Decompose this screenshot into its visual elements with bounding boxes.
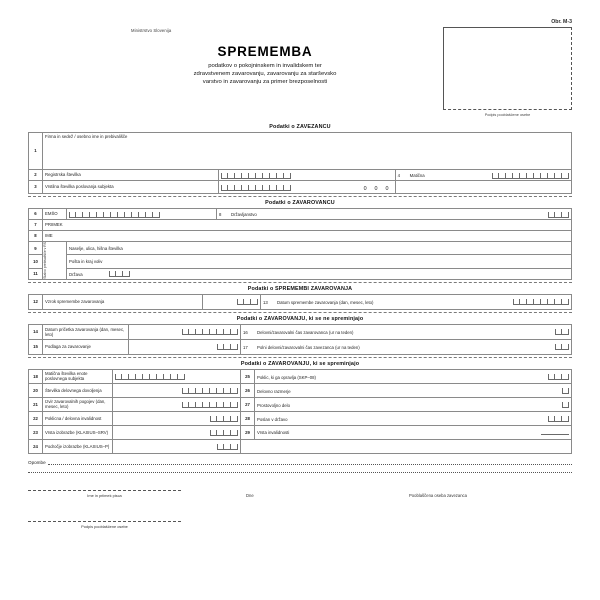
row-number: 21 [29,397,43,411]
field-label-firma-sedez[interactable]: Firma in sedež / osebno ime in prebivališče [43,133,572,170]
field-group-vrsta-invalidnosti[interactable] [255,425,572,439]
field-label-posta-kraj[interactable]: Pošta in kraj voliv [67,255,572,268]
field-label-prostovoljno-delo: Prostovoljno delo [257,402,290,408]
field-label-vrsta-invalidnosti: Vrsta invalidnosti [257,430,290,436]
field-label-vrsta-izobrazbe: Vrsta izobrazbe (KLASIUS–SRV) [43,425,113,439]
field-input-podlaga-zavarovanje[interactable] [129,339,241,354]
table-row [29,255,572,268]
table-row [29,209,572,220]
row-number: 12 [29,294,43,309]
notes-input-line-1[interactable] [48,460,572,465]
table-row [29,397,572,411]
table-row [29,268,572,279]
section-divider [28,357,572,358]
table-spreminjajo [28,369,572,454]
row-number: 20 [29,383,43,397]
field-group-maticna[interactable] [395,170,571,181]
row-number: 28 [241,411,255,425]
field-label-ime[interactable]: IME [43,231,572,242]
field-input-vrsta-izobrazbe[interactable] [113,425,241,439]
field-label-poklic: Poklic, ki ga opravlja (SKP–08) [257,374,316,380]
field-input-poklicna-invalidnost[interactable] [113,411,241,425]
subtitle-line-1: podatkov o pokojninskem in invalidskem ter [208,63,322,69]
table-row [29,425,572,439]
section-sprememba [28,286,572,310]
field-input-vrstilna-stevilka[interactable] [219,181,395,194]
ministry-label: Ministrstvo Slovenija [131,28,172,33]
row-number: 1 [29,133,43,170]
row-number: 7 [29,220,43,231]
field-label-priimek[interactable]: PRIIMEK [43,220,572,231]
section-nespreminja [28,316,572,355]
subtitle-line-3: varstvo in zavarovanju za primer brezposelnosti [202,79,328,86]
row-number: 14 [29,324,43,339]
field-label-podlaga-zavarovanje: Podlaga za zavarovanje [43,339,129,354]
field-input-stevilka-dovoljenja[interactable] [113,383,241,397]
field-label-delovni-cas-zavarovanca: Delovni/zavarovalni čas zavarovanca (ur na teden) [257,330,354,336]
section-title-spreminjajo: Podatki o ZAVAROVANJU, ki se spreminjajo [240,360,360,367]
field-label-datum-pricetka: Datum pričetka zavarovanja (dan, mesec, leto) [43,324,129,339]
side-label-stalno-prebivalisce: Stalno prebivališče v RS [43,242,67,280]
section-title-sprememba: Podatki o SPREMEMBI ZAVAROVANJA [247,285,353,292]
section-title-nespreminja: Podatki o ZAVAROVANJU, ki se ne spreminjajo [236,315,364,322]
table-row [29,133,572,170]
field-input-maticna-enote[interactable] [113,369,241,383]
row-number: 13 [263,300,268,306]
field-input-podrocje-izobrazbe[interactable] [113,439,241,453]
stamp-signature-box[interactable] [443,27,572,110]
signature-line-left-2[interactable] [28,521,181,522]
title-block [150,44,380,87]
row-number: 29 [241,425,255,439]
field-group-delovno-razmerje[interactable] [255,383,572,397]
field-group-delovni-cas-zavarovanca[interactable] [241,324,572,339]
field-group-polni-delovni-cas[interactable] [241,339,572,354]
section-title-zavarovanec: Podatki o ZAVAROVANCU [265,200,335,206]
field-label-datum-spremembe: Datum spremembe zavarovanja (dan, mesec, leto) [277,300,374,306]
field-empty-cell [241,439,572,453]
field-group-poslan-drzavo[interactable] [255,411,572,425]
field-label-registrska-stevilka: Registrska številka [43,170,219,181]
signature-row-primary [28,490,572,512]
section-zavarovanec [28,200,572,280]
field-label-maticna: Matična [409,173,425,179]
table-row [29,324,572,339]
field-label-vzrok-spremembe: Vzrok spremembe zavarovanja [43,294,203,309]
row-number: 16 [243,330,248,336]
notes-label: Opombe [28,459,46,465]
table-row [29,411,572,425]
row-number: 10 [29,255,43,268]
row-number: 2 [29,170,43,181]
form-code-label: Obr. M-3 [551,19,572,25]
table-row [29,242,572,255]
field-label-stevilka-dovoljenja: Številka delovnega dovoljenja [43,383,113,397]
field-label-izvir-pogojev: Izvir zavarovalnih pogojev (dan, mesec, leto) [43,397,113,411]
stamp-box-caption: Podpis pooblaščene osebe [484,113,531,117]
table-zavezanec [28,132,572,194]
table-nespreminja [28,324,572,355]
field-label-maticna-enote: Matična številka enote poslovnega subjekta [43,369,113,383]
row-number: 18 [29,369,43,383]
signature-left2-caption: Podpis pooblaščene osebe [81,523,128,529]
table-zavarovanec [28,208,572,280]
field-input-vrstilna-extra[interactable] [395,181,571,194]
field-input-drzava[interactable] [67,268,572,279]
row-number: 15 [29,339,43,354]
table-row [29,339,572,354]
table-row [29,181,572,194]
signature-line-left[interactable] [28,490,181,491]
row-number: 8 [219,212,222,218]
field-label-emso: EMŠO [43,209,67,220]
field-label-drzavljanstvo: Državljanstvo [231,212,257,218]
field-label-poklicna-invalidnost: Poklicna / delovna invalidnost [43,411,113,425]
row-number: 6 [29,209,43,220]
row-number: 3 [29,181,43,194]
field-input-izvir-pogojev[interactable] [113,397,241,411]
section-divider [28,282,572,283]
form-footer [28,460,572,537]
field-input-datum-pricetka[interactable] [129,324,241,339]
table-row [29,231,572,242]
section-divider [28,312,572,313]
field-label-vrstilna-stevilka: Vrstilna številka poslovanja subjekta [43,181,219,194]
table-row [29,294,572,309]
row-number: 23 [29,425,43,439]
row-number: 25 [241,369,255,383]
page-title: SPREMEMBA [217,44,313,59]
field-input-emso[interactable] [67,209,217,220]
date-caption[interactable]: Dne [246,492,254,498]
row-number: 26 [241,383,255,397]
signature-right-caption: Pooblaščena oseba zavezanca [409,492,467,498]
table-row [29,369,572,383]
form-subtitle [150,62,380,87]
notes-input-line-2[interactable] [28,472,572,473]
table-sprememba [28,294,572,310]
row-number: 24 [29,439,43,453]
row-number: 17 [243,345,248,351]
form-header [0,0,600,124]
field-input-registrska-stevilka[interactable] [219,170,395,181]
field-group-prostovoljno-delo[interactable] [255,397,572,411]
field-input-vzrok-spremembe[interactable] [203,294,261,309]
row-number: 27 [241,397,255,411]
row-number: 8 [29,231,43,242]
signature-row-secondary [28,521,572,537]
section-title-zavezanec: Podatki o ZAVEZANCU [269,124,331,130]
row-number: 22 [29,411,43,425]
field-label-polni-delovni-cas: Polni delovni/zavarovalni čas zavezanca (ur na teden) [257,345,360,351]
section-divider [28,196,572,197]
table-row [29,170,572,181]
section-zavezanec [28,124,572,194]
field-label-delovno-razmerje: Delovno razmerje [257,388,291,394]
field-label-podrocje-izobrazbe: Področje izobrazbe (KLASIUS–P) [43,439,113,453]
row-number: 11 [29,268,43,279]
table-row [29,439,572,453]
field-prefill-zeros: 0 0 0 [363,185,392,192]
table-row [29,383,572,397]
section-spreminjajo [28,361,572,454]
field-label-naselje-ulica[interactable]: Naselje, ulica, hišna številka [67,242,572,255]
field-group-drzavljanstvo[interactable] [217,209,572,220]
subtitle-line-2: zdravstvenem zavarovanju, zavarovanju za starševsko [193,71,337,78]
field-label-drzava: Država [69,271,83,277]
row-number: 9 [29,242,43,255]
row-number: 4 [397,173,401,179]
signature-left-caption: Ime in priimek pisca [87,492,122,498]
table-row [29,220,572,231]
field-label-poslan-drzavo: Poslan v državo [257,416,288,422]
field-group-poklic[interactable] [255,369,572,383]
notes-row[interactable] [28,460,572,465]
field-group-datum-spremembe[interactable] [261,294,572,309]
